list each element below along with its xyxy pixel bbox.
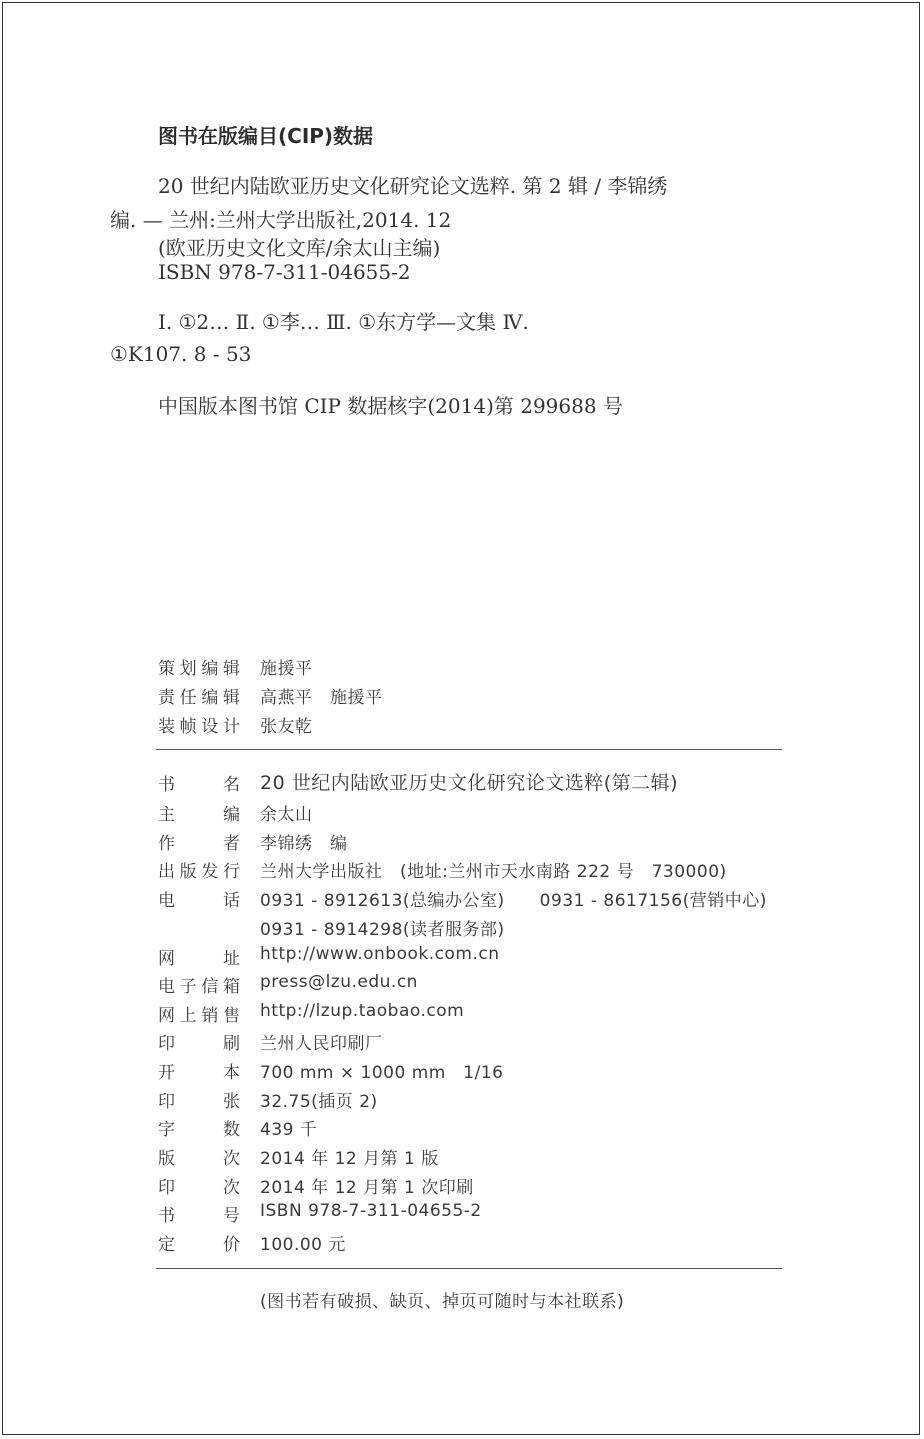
cip-line-title: 20 世纪内陆欧亚历史文化研究论文选粹. 第 2 辑 / 李锦绣 — [158, 174, 668, 198]
cip-heading: 图书在版编目(CIP)数据 — [158, 124, 374, 148]
info-value-book-title: 20 世纪内陆欧亚历史文化研究论文选粹(第二辑) — [260, 772, 679, 794]
info-label: 版次 — [158, 1149, 240, 1169]
info-value-website: http://www.onbook.com.cn — [260, 944, 500, 964]
info-value: 余太山 — [260, 805, 313, 825]
info-value-phone-2: 0931 - 8914298(读者服务部) — [260, 920, 505, 940]
info-label: 定价 — [158, 1235, 240, 1255]
editor-label: 策划编辑 — [158, 659, 240, 679]
info-value: 2014 年 12 月第 1 次印刷 — [260, 1178, 474, 1198]
info-label: 印次 — [158, 1178, 240, 1198]
divider-bottom — [156, 1268, 782, 1269]
info-value: 700 mm × 1000 mm 1/16 — [260, 1063, 504, 1083]
info-value: 兰州大学出版社 (地址:兰州市天水南路 222 号 730000) — [260, 862, 727, 882]
info-label: 书号 — [158, 1206, 240, 1226]
info-value-online-store: http://lzup.taobao.com — [260, 1001, 465, 1021]
info-label: 出版发行 — [158, 862, 240, 882]
cip-classification: Ⅰ. ①2… Ⅱ. ①李… Ⅲ. ①东方学—文集 Ⅳ. — [158, 310, 529, 334]
info-label: 电话 — [158, 891, 240, 911]
editor-value: 高燕平 施援平 — [260, 688, 383, 708]
info-label: 书名 — [158, 775, 240, 795]
info-value: 兰州人民印刷厂 — [260, 1034, 383, 1054]
footer-note: (图书若有破损、缺页、掉页可随时与本社联系) — [260, 1292, 625, 1312]
info-label: 作者 — [158, 834, 240, 854]
info-label: 网址 — [158, 949, 240, 969]
editor-value: 张友乾 — [260, 717, 313, 737]
info-value: 2014 年 12 月第 1 版 — [260, 1149, 439, 1169]
info-label: 开本 — [158, 1063, 240, 1083]
info-label: 印刷 — [158, 1034, 240, 1054]
info-label: 网上销售 — [158, 1006, 240, 1026]
info-label: 字数 — [158, 1120, 240, 1140]
cip-line-isbn: ISBN 978-7-311-04655-2 — [158, 260, 411, 284]
info-value-isbn: ISBN 978-7-311-04655-2 — [260, 1201, 482, 1221]
info-label: 主编 — [158, 805, 240, 825]
info-label: 电子信箱 — [158, 977, 240, 997]
divider-top — [156, 749, 782, 750]
cip-classification-number: ①K107. 8 - 53 — [110, 342, 252, 366]
info-value: 32.75(插页 2) — [260, 1092, 378, 1112]
info-value-email: press@lzu.edu.cn — [260, 972, 418, 992]
info-value: 439 千 — [260, 1120, 318, 1140]
editor-label: 责任编辑 — [158, 688, 240, 708]
info-value-price: 100.00 元 — [260, 1235, 346, 1255]
info-label: 印张 — [158, 1092, 240, 1112]
info-value: 李锦绣 编 — [260, 834, 348, 854]
cip-line-publisher: 编. — 兰州:兰州大学出版社,2014. 12 — [110, 208, 452, 232]
cip-check-number: 中国版本图书馆 CIP 数据核字(2014)第 299688 号 — [158, 394, 623, 418]
editor-value: 施援平 — [260, 659, 313, 679]
cip-line-series: (欧亚历史文化文库/余太山主编) — [158, 236, 441, 260]
editor-label: 装帧设计 — [158, 717, 240, 737]
info-value-phone: 0931 - 8912613(总编办公室) 0931 - 8617156(营销中心) — [260, 891, 767, 911]
